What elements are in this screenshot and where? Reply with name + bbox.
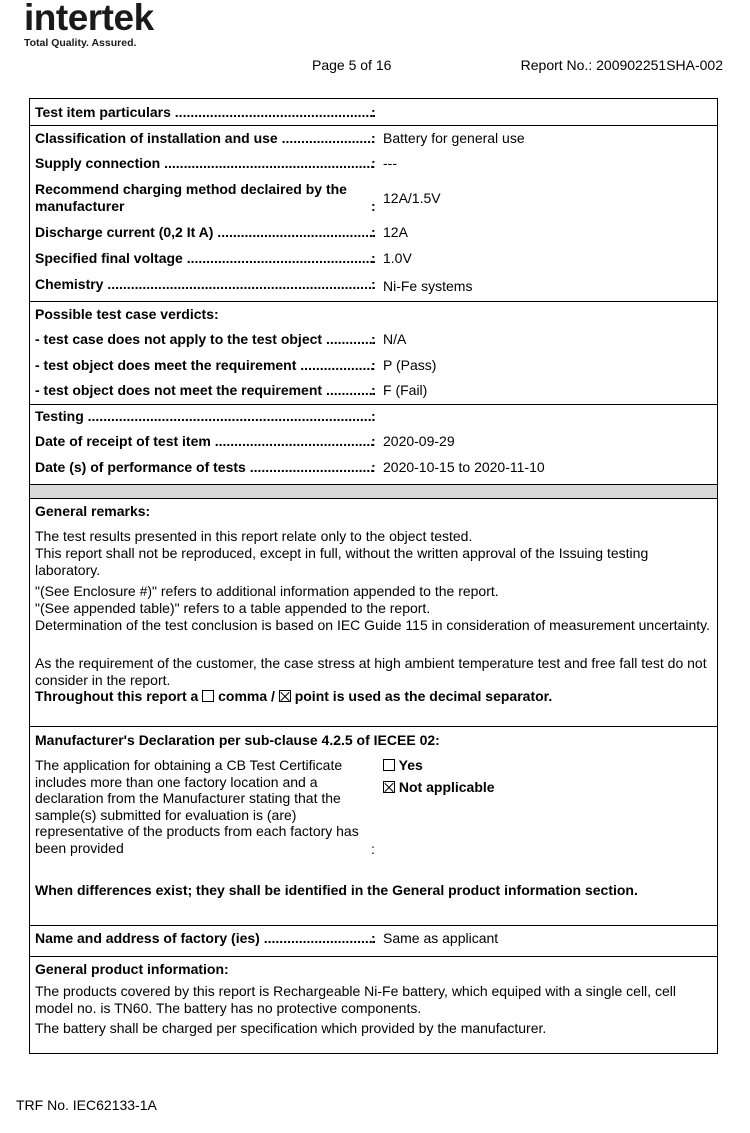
particulars-row — [35, 181, 713, 215]
particulars-value: --- — [383, 155, 397, 171]
verdict-value: P (Pass) — [383, 357, 437, 373]
testing-value: 2020-09-29 — [383, 433, 455, 449]
testing-value: 2020-10-15 to 2020-11-10 — [383, 459, 545, 475]
remarks-p5: Determination of the test conclusion is based on IEC Guide 115 in consideration of measurement uncertainty. — [35, 617, 710, 633]
colon: : — [371, 155, 376, 171]
separator-text-b: comma / — [218, 688, 275, 704]
logo-tagline: Total Quality. Assured. — [24, 37, 137, 49]
colon: : — [371, 408, 376, 424]
particulars-label: Specified final voltage ..... — [35, 250, 375, 267]
separator-text-a: Throughout this report a — [35, 688, 199, 704]
divider — [30, 956, 717, 957]
intertek-logo — [24, 0, 154, 49]
remarks-p2: This report shall not be reproduced, except in full, without the written approval of the Issuing testing laboratory. — [35, 545, 649, 578]
verdict-label: - test case does not apply to the test object ..... — [35, 331, 375, 348]
colon: : — [371, 104, 376, 120]
report-table — [29, 98, 718, 1054]
divider — [30, 726, 717, 727]
verdicts-title: Possible test case verdicts: — [35, 306, 219, 322]
remarks-p1: The test results presented in this report relate only to the object tested. — [35, 528, 473, 544]
verdict-value: F (Fail) — [383, 382, 428, 398]
testing-label: Date of receipt of test item ..... — [35, 433, 375, 450]
testing-title: Testing ..... — [35, 408, 375, 425]
colon: : — [371, 250, 376, 266]
point-checkbox-checked — [279, 690, 291, 702]
trf-number: TRF No. IEC62133-1A — [16, 1097, 157, 1113]
verdict-label: - test object does meet the requirement ..... — [35, 357, 375, 374]
colon: : — [371, 198, 376, 214]
declaration-yes-option — [383, 757, 713, 774]
report-number: Report No.: 200902251SHA-002 — [520, 57, 723, 73]
remarks-p4: "(See appended table)" refers to a table appended to the report. — [35, 600, 431, 616]
particulars-label: Supply connection ..... — [35, 155, 375, 172]
remarks-title: General remarks: — [35, 503, 151, 519]
particulars-label: Discharge current (0,2 It A) ..... — [35, 224, 375, 241]
logo-wordmark: intertek — [24, 0, 154, 38]
particulars-value: 1.0V — [383, 250, 412, 266]
product-p2: The battery shall be charged per specification which provided by the manufacturer. — [35, 1020, 547, 1036]
testing-label: Date (s) of performance of tests ..... — [35, 459, 375, 476]
particulars-value: Battery for general use — [383, 130, 525, 146]
declaration-text: The application for obtaining a CB Test Certificate includes more than one factory location and a declaration from the Manufacturer stating that the sample(s) submitted for evaluation is (are) representative of the products from each factory has been provided — [35, 757, 359, 856]
grey-separator-band — [30, 485, 717, 498]
colon: : — [371, 382, 376, 398]
product-p1: The products covered by this report is Rechargeable Ni-Fe battery, which equiped with a single cell, cell model no. is TN60. The battery has no protective components. — [35, 983, 676, 1016]
divider — [30, 925, 717, 926]
declaration-not-applicable-option — [383, 779, 713, 796]
remarks-p6: As the requirement of the customer, the case stress at high ambient temperature test and free fall test do not consider in the report. — [35, 655, 707, 688]
differences-note: When differences exist; they shall be identified in the General product information section. — [35, 882, 638, 898]
factory-label: Name and address of factory (ies) ..... — [35, 930, 375, 947]
divider — [30, 404, 717, 405]
verdict-label: - test object does not meet the requirement ..... — [35, 382, 375, 399]
colon: : — [371, 331, 376, 347]
particulars-label: Classification of installation and use ..... — [35, 130, 375, 147]
particulars-value: Ni-Fe systems — [383, 278, 473, 294]
comma-checkbox — [202, 690, 214, 702]
decimal-separator-line — [35, 688, 713, 705]
particulars-value: 12A/1.5V — [383, 190, 441, 206]
colon: : — [371, 357, 376, 373]
colon: : — [371, 459, 376, 475]
not-applicable-checkbox-checked — [383, 781, 395, 793]
colon: : — [371, 433, 376, 449]
factory-value: Same as applicant — [383, 930, 499, 946]
yes-checkbox — [383, 759, 395, 771]
verdict-value: N/A — [383, 331, 407, 347]
particulars-label: Recommend charging method declaired by the manufacturer — [35, 181, 347, 214]
colon: : — [371, 224, 376, 240]
particulars-value: 12A — [383, 224, 408, 240]
divider — [30, 498, 717, 499]
product-title: General product information: — [35, 961, 229, 977]
colon: : — [371, 276, 376, 292]
yes-label: Yes — [398, 757, 423, 773]
colon: : — [371, 130, 376, 146]
remarks-p3: "(See Enclosure #)" refers to additional information appended to the report. — [35, 583, 499, 599]
colon: : — [371, 841, 375, 857]
divider — [30, 301, 717, 302]
divider — [30, 125, 717, 126]
separator-text-c: point is used as the decimal separator. — [294, 688, 553, 704]
particulars-label: Chemistry ..... — [35, 276, 375, 293]
colon: : — [371, 930, 376, 946]
particulars-title: Test item particulars ..... — [35, 104, 375, 121]
declaration-title: Manufacturer's Declaration per sub-clause 4.2.5 of IECEE 02: — [35, 732, 440, 748]
page-number: Page 5 of 16 — [312, 57, 392, 73]
not-applicable-label: Not applicable — [398, 779, 495, 795]
